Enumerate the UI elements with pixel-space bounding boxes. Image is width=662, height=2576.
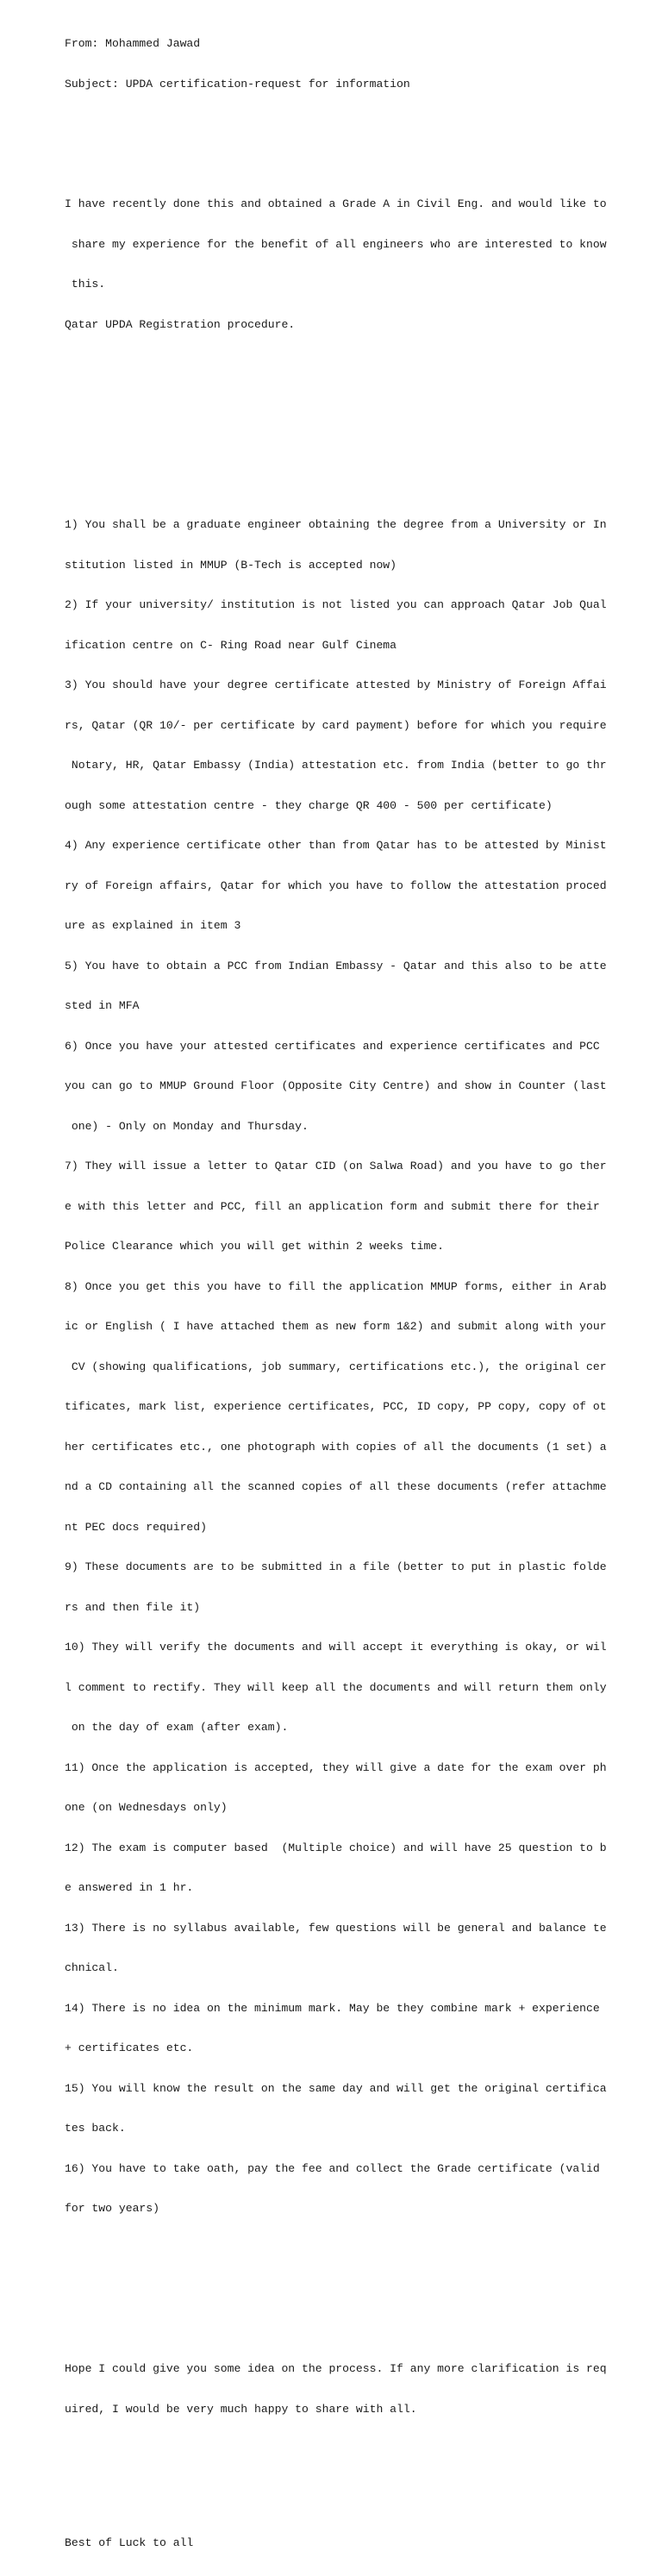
step-line: you can go to MMUP Ground Floor (Opposite City Centre) and show in Counter (last xyxy=(65,1079,607,1092)
steps-list xyxy=(65,491,616,2242)
step-line: 3) You should have your degree certificate attested by Ministry of Foreign Affai xyxy=(65,678,607,691)
step-line: ic or English ( I have attached them as new form 1&2) and submit along with your xyxy=(65,1320,607,1333)
step-line: 8) Once you get this you have to fill the application MMUP forms, either in Arab xyxy=(65,1279,607,1293)
step-line: 13) There is no syllabus available, few questions will be general and balance te xyxy=(65,1921,607,1935)
step-line: 4) Any experience certificate other than from Qatar has to be attested by Minist xyxy=(65,839,607,852)
procedure-title: Qatar UPDA Registration procedure. xyxy=(65,317,296,331)
step-line: 11) Once the application is accepted, they will give a date for the exam over ph xyxy=(65,1760,607,1774)
step-line: tes back. xyxy=(65,2122,126,2135)
spacer xyxy=(65,117,616,131)
step-line: ough some attestation centre - they charge QR 400 - 500 per certificate) xyxy=(65,798,553,812)
step-line: stitution listed in MMUP (B-Tech is accepted now) xyxy=(65,558,397,572)
step-line: e with this letter and PCC, fill an application form and submit there for their xyxy=(65,1199,600,1213)
step-line: tificates, mark list, experience certificates, PCC, ID copy, PP copy, copy of ot xyxy=(65,1400,607,1413)
spacer xyxy=(65,2483,616,2497)
step-line: nt PEC docs required) xyxy=(65,1520,208,1534)
step-line: 15) You will know the result on the same day and will get the original certifica xyxy=(65,2081,607,2095)
step-line: CV (showing qualifications, job summary, certifications etc.), the original cer xyxy=(65,1360,607,1373)
step-line: Police Clearance which you will get within 2 weeks time. xyxy=(65,1240,445,1253)
step-line: + certificates etc. xyxy=(65,2041,194,2054)
step-line: e answered in 1 hr. xyxy=(65,1881,194,1894)
step-line: 7) They will issue a letter to Qatar CID (on Salwa Road) and you have to go ther xyxy=(65,1160,607,1172)
step-line: 9) These documents are to be submitted in a file (better to put in plastic folde xyxy=(65,1560,607,1573)
intro-line: this. xyxy=(65,278,106,291)
step-line: ification centre on C- Ring Road near Gulf Cinema xyxy=(65,638,397,652)
intro-line: I have recently done this and obtained a Grade A in Civil Eng. and would like to xyxy=(65,197,607,210)
step-line: 1) You shall be a graduate engineer obtaining the degree from a University or In xyxy=(65,518,607,531)
step-line: 16) You have to take oath, pay the fee and collect the Grade certificate (valid xyxy=(65,2161,600,2175)
closing-line: uired, I would be very much happy to share with all. xyxy=(65,2402,417,2416)
intro-paragraph xyxy=(65,171,616,358)
step-line: ure as explained in item 3 xyxy=(65,919,241,932)
step-line: 14) There is no idea on the minimum mark. May be they combine mark + experience xyxy=(65,2001,600,2015)
step-line: Notary, HR, Qatar Embassy (India) attestation etc. from India (better to go thr xyxy=(65,759,607,772)
step-line: ry of Foreign affairs, Qatar for which you have to follow the attestation proced xyxy=(65,878,607,892)
email-text xyxy=(65,10,616,2576)
signoff: Best of Luck to all xyxy=(65,2535,194,2549)
step-line: rs, Qatar (QR 10/- per certificate by card payment) before for which you require xyxy=(65,718,607,732)
step-line: l comment to rectify. They will keep all the documents and will return them only xyxy=(65,1680,607,1694)
step-line: 12) The exam is computer based (Multiple choice) and will have 25 question to b xyxy=(65,1841,607,1854)
step-line: one (on Wednesdays only) xyxy=(65,1801,228,1814)
step-line: nd a CD containing all the scanned copies of all these documents (refer attachme xyxy=(65,1480,607,1493)
step-line: rs and then file it) xyxy=(65,1600,201,1614)
step-line: for two years) xyxy=(65,2202,160,2215)
step-line: 6) Once you have your attested certificates and experience certificates and PCC xyxy=(65,1039,600,1053)
closing-paragraph xyxy=(65,2335,616,2442)
step-line: 2) If your university/ institution is not listed you can approach Qatar Job Qual xyxy=(65,598,607,611)
intro-line: share my experience for the benefit of all engineers who are interested to know xyxy=(65,237,607,251)
step-line: one) - Only on Monday and Thursday. xyxy=(65,1119,309,1133)
spacer xyxy=(65,2282,616,2296)
closing-line: Hope I could give you some idea on the process. If any more clarification is req xyxy=(65,2362,607,2375)
step-line: 10) They will verify the documents and will accept it everything is okay, or wil xyxy=(65,1641,607,1654)
step-line: 5) You have to obtain a PCC from Indian Embassy - Qatar and this also to be atte xyxy=(65,959,607,972)
step-line: on the day of exam (after exam). xyxy=(65,1721,289,1734)
subject-line: Subject: UPDA certification-request for information xyxy=(65,77,410,91)
step-line: sted in MFA xyxy=(65,999,140,1012)
from-line: From: Mohammed Jawad xyxy=(65,37,201,50)
spacer xyxy=(65,398,616,412)
spacer xyxy=(65,438,616,452)
step-line: chnical. xyxy=(65,1961,119,1974)
step-line: her certificates etc., one photograph with copies of all the documents (1 set) a xyxy=(65,1440,607,1454)
